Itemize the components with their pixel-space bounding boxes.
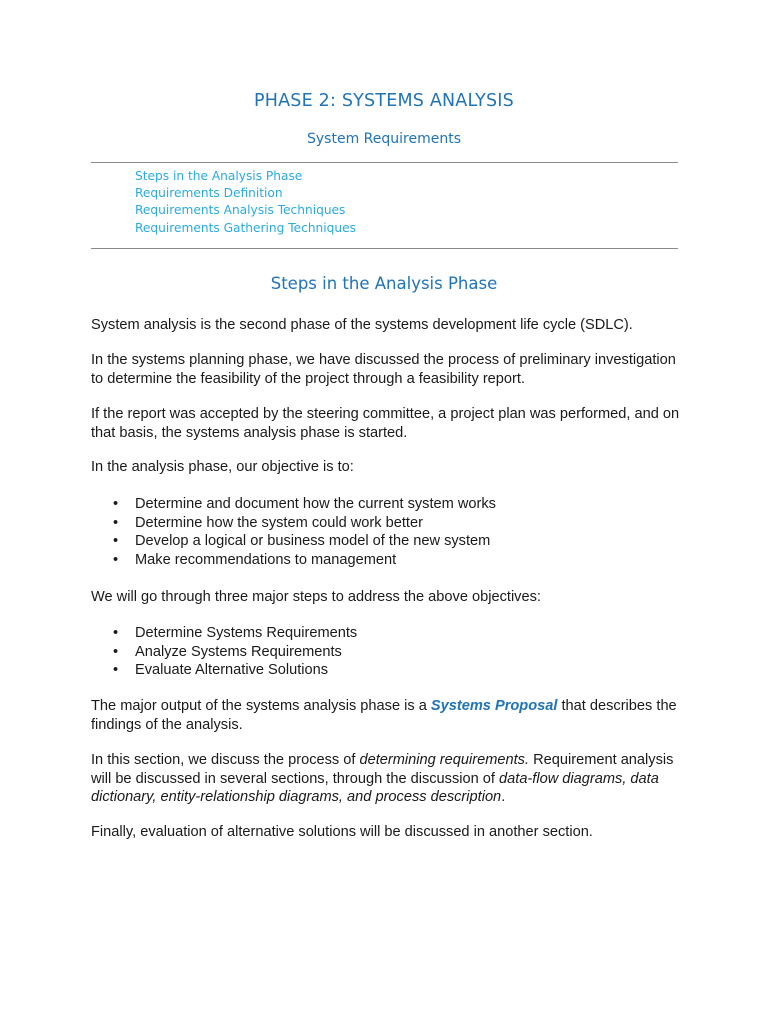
objectives-list (91, 495, 496, 569)
table-of-contents (135, 168, 356, 237)
paragraph-steps-intro: We will go through three major steps to address the above objectives: (91, 589, 541, 605)
paragraph-intro: System analysis is the second phase of the systems development life cycle (SDLC). (91, 317, 633, 333)
divider-bottom (91, 248, 678, 249)
paragraph-output: The major output of the systems analysis phase is a Systems Proposal that describes the findings of the analysis. (91, 698, 677, 733)
list-item: • Determine how the system could work better (91, 514, 496, 533)
toc-link-definition[interactable]: Requirements Definition (135, 186, 283, 201)
paragraph-objective-intro: In the analysis phase, our objective is to: (91, 459, 354, 475)
steps-list (91, 624, 357, 680)
page-subtitle: System Requirements (307, 131, 461, 147)
toc-link-steps[interactable]: Steps in the Analysis Phase (135, 169, 303, 183)
systems-proposal-link: Systems Proposal (430, 698, 558, 714)
toc-link-analysis-techniques[interactable]: Requirements Analysis Techniques (135, 203, 346, 218)
paragraph-planning: In the systems planning phase, we have discussed the process of preliminary investigation to determine the feasibility of the project through a feasibility report. (91, 352, 676, 387)
section-heading: Steps in the Analysis Phase (270, 274, 498, 293)
list-item: • Determine Systems Requirements (91, 624, 357, 643)
divider-top (91, 162, 678, 163)
paragraph-section: In this section, we discuss the process of determining requirements. Requirement analysis will be discussed in several sections, through the discussion of data-flow diagrams, data dictionary, entity-relationship diagrams, and process description. (91, 752, 674, 805)
paragraph-report: If the report was accepted by the steering committee, a project plan was performed, and on that basis, the systems analysis phase is started. (91, 406, 680, 441)
list-item: • Evaluate Alternative Solutions (91, 661, 357, 680)
page-title: PHASE 2: SYSTEMS ANALYSIS (254, 91, 514, 111)
paragraph-finally: Finally, evaluation of alternative solutions will be discussed in another section. (91, 824, 593, 840)
toc-link-gathering-techniques[interactable]: Requirements Gathering Techniques (135, 220, 356, 235)
list-item: • Analyze Systems Requirements (91, 643, 357, 662)
list-item: • Make recommendations to management (91, 551, 496, 570)
list-item: • Determine and document how the current system works (91, 495, 496, 514)
list-item: • Develop a logical or business model of the new system (91, 532, 496, 551)
